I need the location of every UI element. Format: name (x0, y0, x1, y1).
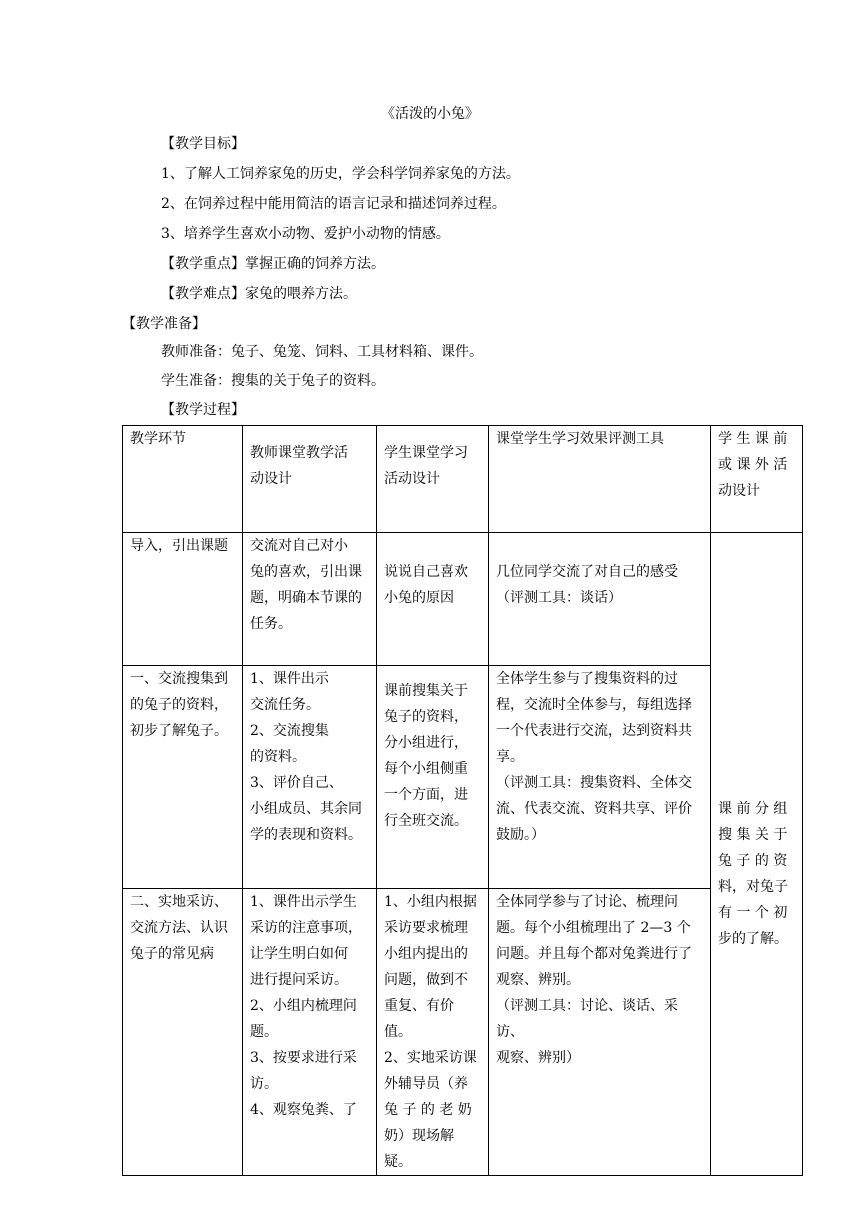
goal-item: 1、了解人工饲养家兔的历史，学会科学饲养家兔的方法。 (161, 166, 520, 182)
document-title: 《活泼的小兔》 (381, 106, 479, 122)
table-row (123, 889, 803, 1176)
goal-item: 3、培养学生喜欢小动物、爱护小动物的情感。 (161, 226, 450, 242)
evaluation-cell: 全体同学参与了讨论、梳理问 题。每个小组梳理出了 2—3 个 问题。并且每个都对兔粪进行了 观察、辨别。 （评测工具：讨论、谈话、采访、 观察、辨别） (489, 889, 711, 1176)
stage-cell: 二、实地采访、 交流方法、认识 兔子的常见病 (123, 889, 243, 1176)
key-point: 【教学重点】掌握正确的饲养方法。 (161, 256, 385, 272)
header-cell: 教学环节 (123, 426, 243, 533)
table-row (123, 533, 803, 666)
header-cell: 课堂学生学习效果评测工具 (489, 426, 711, 533)
difficult-point: 【教学难点】家兔的喂养方法。 (161, 286, 357, 302)
header-cell: 学 生 课 前 或 课 外 活 动设计 (711, 426, 803, 533)
extracurricular-cell: 课 前 分 组 搜 集 关 于 兔 子 的 资 料，对兔子 有 一 个 初 步的了解。 (711, 533, 803, 1176)
teacher-activity-cell: 1、课件出示学生 采访的注意事项， 让学生明白如何 进行提问采访。 2、小组内梳理问 题。 3、按要求进行采 访。 4、观察兔粪、了 (243, 889, 377, 1176)
evaluation-cell: 全体学生参与了搜集资料的过 程，交流时全体参与，每组选择 一个代表进行交流，达到资料共 享。 （评测工具：搜集资料、全体交 流、代表交流、资料共享、评价 鼓励。） (489, 666, 711, 889)
student-activity-cell: 课前搜集关于 兔子的资料， 分小组进行， 每个小组侧重 一个方面，进 行全班交流。 (377, 666, 489, 889)
teacher-activity-cell: 1、课件出示 交流任务。 2、交流搜集 的资料。 3、评价自己、 小组成员、其余同 学的表现和资料。 (243, 666, 377, 889)
goal-item: 2、在饲养过程中能用简洁的语言记录和描述饲养过程。 (161, 196, 506, 212)
student-activity-cell: 说说自己喜欢 小兔的原因 (377, 533, 489, 666)
teacher-activity-cell: 交流对自己对小 兔的喜欢，引出课 题，明确本节课的 任务。 (243, 533, 377, 666)
stage-cell: 导入，引出课题 (123, 533, 243, 666)
stage-cell: 一、交流搜集到 的兔子的资料， 初步了解兔子。 (123, 666, 243, 889)
prep-heading: 【教学准备】 (122, 316, 206, 332)
table-header-row (123, 426, 803, 533)
table-row (123, 666, 803, 889)
student-prep: 学生准备：搜集的关于兔子的资料。 (161, 373, 385, 389)
goals-heading: 【教学目标】 (161, 136, 245, 152)
process-heading: 【教学过程】 (161, 402, 245, 418)
teacher-prep: 教师准备：兔子、兔笼、饲料、工具材料箱、课件。 (161, 344, 483, 360)
student-activity-cell: 1、小组内根据 采访要求梳理 小组内提出的 问题，做到不 重复、有价值。 2、实地采访课 外辅导员（养 兔 子 的 老 奶 奶）现场解疑。 (377, 889, 489, 1176)
lesson-process-table (122, 425, 803, 1176)
header-cell: 教师课堂教学活 动设计 (243, 426, 377, 533)
header-cell: 学生课堂学习 活动设计 (377, 426, 489, 533)
evaluation-cell: 几位同学交流了对自己的感受 （评测工具：谈话） (489, 533, 711, 666)
